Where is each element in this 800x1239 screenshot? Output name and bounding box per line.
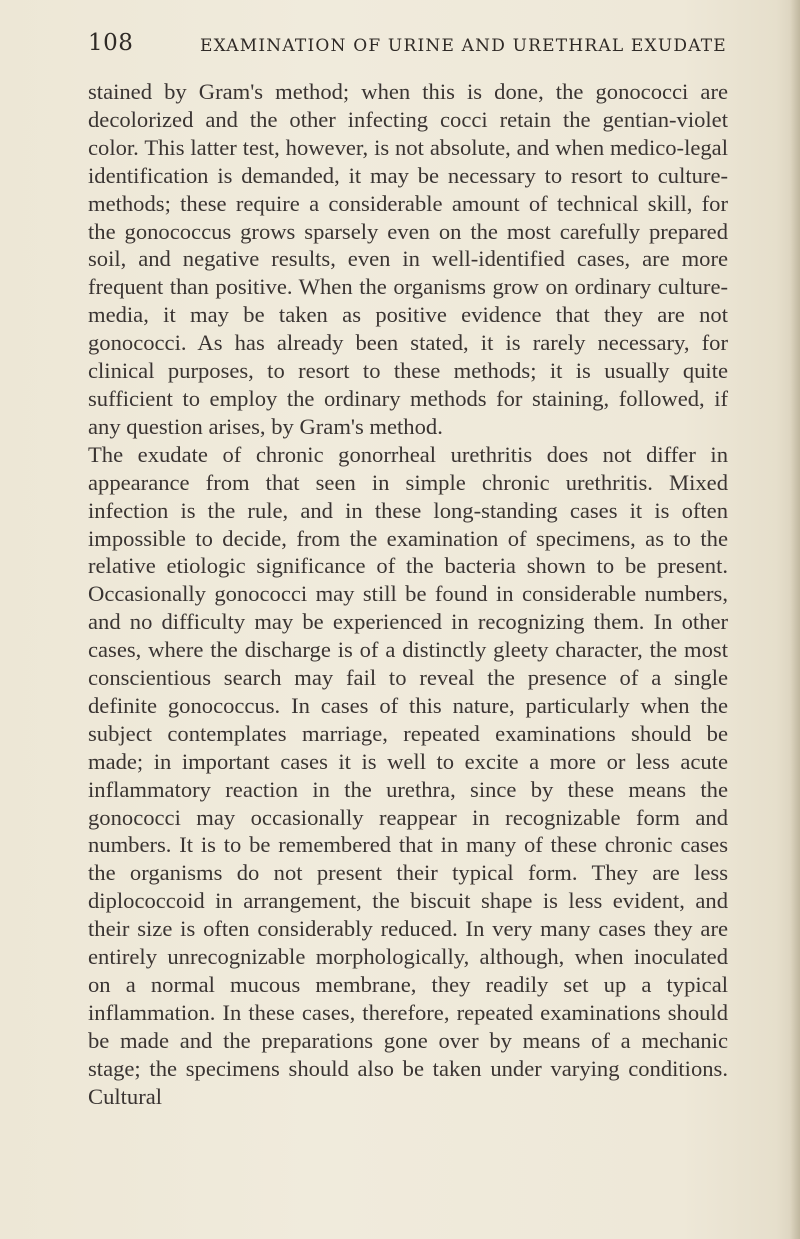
page-number: 108 <box>88 30 134 56</box>
running-head: EXAMINATION OF URINE AND URETHRAL EXUDATE <box>200 36 727 56</box>
page-header <box>88 30 728 62</box>
paragraph-chronic-urethritis: The exudate of chronic gonorrheal urethritis does not differ in appearance from that seen in simple chronic urethritis. Mixed infection is the rule, and in these long-standing cases it is often impossible to decide, from the examination of specimens, as to the relative etiologic significance of the bacteria shown to be present. Occasionally gonococci may still be found in considerable numbers, and no difficulty may be experienced in recognizing them. In other cases, where the discharge is of a distinctly gleety character, the most conscientious search may fail to reveal the presence of a single definite gonococcus. In cases of this nature, particularly when the subject contemplates marriage, repeated examinations should be made; in important cases it is well to excite a more or less acute inflammatory reaction in the urethra, since by these means the gonococci may occasionally reappear in recognizable form and numbers. It is to be remembered that in many of these chronic cases the organisms do not present their typical form. They are less diplococcoid in arrangement, the biscuit shape is less evident, and their size is often considerably reduced. In very many cases they are entirely unrecognizable morphologically, although, when inoculated on a normal mucous membrane, they readily set up a typical inflammation. In these cases, therefore, repeated examinations should be made and the preparations gone over by means of a mechanic stage; the specimens should also be taken under varying conditions. Cultural <box>88 441 728 1109</box>
body-text <box>88 78 728 1111</box>
paragraph-continued: stained by Gram's method; when this is done, the gonococci are decolorized and the other infecting cocci retain the gentian-violet color. This latter test, however, is not absolute, and when medico-legal identification is demanded, it may be necessary to resort to culture-methods; these require a considerable amount of technical skill, for the gonococcus grows sparsely even on the most carefully prepared soil, and negative results, even in well-identified cases, are more frequent than positive. When the organisms grow on ordinary culture-media, it may be taken as positive evidence that they are not gonococci. As has already been stated, it is rarely necessary, for clinical purposes, to resort to these methods; it is usually quite sufficient to employ the ordinary methods for staining, followed, if any question arises, by Gram's method. <box>88 79 728 439</box>
page-edge-shadow <box>790 0 800 1239</box>
